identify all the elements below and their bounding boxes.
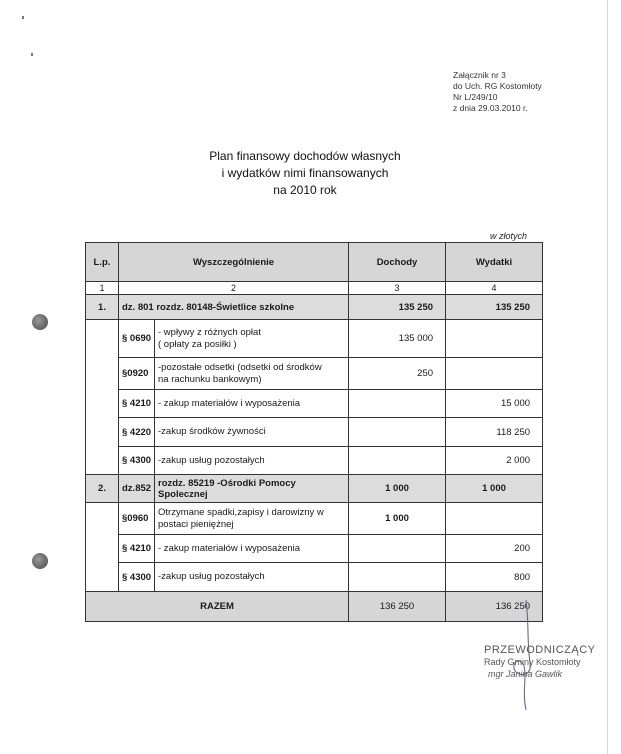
row-income: 135 000: [349, 320, 446, 358]
stamp-name: mgr Janina Gawlik: [488, 669, 563, 679]
row-expenses: 15 000: [446, 390, 543, 418]
title-line: na 2010 rok: [273, 183, 337, 197]
stamp-body: Rady Gminy Kostomłoty: [484, 657, 581, 667]
scan-speck: [31, 53, 33, 56]
attachment-line: do Uch. RG Kostomłoty: [453, 81, 542, 91]
empty-cell: [86, 535, 119, 563]
title-line: Plan finansowy dochodów własnych: [209, 149, 401, 163]
row-expenses: 800: [446, 563, 543, 592]
stamp-title: PRZEWODNICZĄCY: [484, 644, 596, 656]
section-title: [155, 475, 349, 503]
financial-plan-table: [85, 242, 543, 622]
row-expenses: [446, 503, 543, 535]
section-expenses: 1 000: [446, 475, 543, 503]
empty-cell: [86, 358, 119, 390]
row-expenses: [446, 320, 543, 358]
total-income: 136 250: [349, 592, 446, 622]
table-row: [86, 390, 543, 418]
description-line: -pozostałe odsetki (odsetki od środków: [158, 361, 322, 373]
description-line: ( opłaty za posiłki ): [158, 338, 237, 350]
paragraph-code: § 4220: [119, 418, 155, 447]
row-description: - zakup materiałów i wyposażenia: [155, 535, 349, 563]
empty-cell: [86, 390, 119, 418]
row-income: 250: [349, 358, 446, 390]
section-row: [86, 295, 543, 320]
section-row: [86, 475, 543, 503]
attachment-line: z dnia 29.03.2010 r.: [453, 103, 528, 113]
row-income: [349, 390, 446, 418]
attachment-line: Nr L/249/10: [453, 92, 498, 102]
table-row: [86, 447, 543, 475]
row-description: - zakup materiałów i wyposażenia: [155, 390, 349, 418]
row-description: -zakup usług pozostałych: [155, 563, 349, 592]
paragraph-code: §0960: [119, 503, 155, 535]
title-line: i wydatków nimi finansowanych: [221, 166, 389, 180]
row-income: [349, 563, 446, 592]
total-row: [86, 592, 543, 622]
row-income: [349, 535, 446, 563]
description-line: Otrzymane spadki,zapisy i darowizny w: [158, 506, 324, 518]
table-row: [86, 320, 543, 358]
row-description: -zakup usług pozostałych: [155, 447, 349, 475]
table-row: [86, 563, 543, 592]
empty-cell: [86, 418, 119, 447]
description-line: - wpływy z różnych opłat: [158, 326, 261, 338]
total-label: RAZEM: [86, 592, 349, 622]
punch-hole: [32, 314, 48, 330]
header-income: Dochody: [349, 243, 446, 282]
header-lp: L.p.: [86, 243, 119, 282]
paragraph-code: §0920: [119, 358, 155, 390]
table-row: [86, 418, 543, 447]
paragraph-code: § 0690: [119, 320, 155, 358]
attachment-line: Załącznik nr 3: [453, 70, 506, 80]
row-income: [349, 447, 446, 475]
unit-note: w złotych: [490, 231, 528, 241]
section-division: dz.852: [119, 475, 155, 503]
row-income: [349, 418, 446, 447]
table-row: [86, 535, 543, 563]
header-expenses: Wydatki: [446, 243, 543, 282]
row-description: -zakup środków żywności: [155, 418, 349, 447]
table-row: [86, 503, 543, 535]
row-description: [155, 358, 349, 390]
document-title: [180, 148, 430, 199]
section-title-line: rozdz. 85219 -Ośrodki Pomocy: [158, 477, 296, 489]
section-lp: 2.: [86, 475, 119, 503]
paragraph-code: § 4210: [119, 390, 155, 418]
empty-cell: [86, 447, 119, 475]
scan-speck: [22, 16, 24, 19]
column-number: 4: [446, 282, 543, 295]
paragraph-code: § 4300: [119, 447, 155, 475]
section-income: 1 000: [349, 475, 446, 503]
column-number-row: [86, 282, 543, 295]
column-number: 2: [119, 282, 349, 295]
row-expenses: 2 000: [446, 447, 543, 475]
table-row: [86, 358, 543, 390]
column-number: 1: [86, 282, 119, 295]
row-income: 1 000: [349, 503, 446, 535]
header-description: Wyszczególnienie: [119, 243, 349, 282]
empty-cell: [86, 503, 119, 535]
section-lp: 1.: [86, 295, 119, 320]
attachment-note: [453, 70, 542, 114]
row-expenses: 118 250: [446, 418, 543, 447]
section-title: dz. 801 rozdz. 80148-Świetlice szkolne: [119, 295, 349, 320]
row-expenses: [446, 358, 543, 390]
total-expenses: 136 250: [446, 592, 543, 622]
description-line: postaci pieniężnej: [158, 518, 234, 530]
paragraph-code: § 4300: [119, 563, 155, 592]
row-expenses: 200: [446, 535, 543, 563]
description-line: na rachunku bankowym): [158, 373, 262, 385]
row-description: [155, 503, 349, 535]
scan-edge: [607, 0, 608, 754]
empty-cell: [86, 320, 119, 358]
chairman-stamp: [484, 644, 596, 680]
table-header-row: [86, 243, 543, 282]
paragraph-code: § 4210: [119, 535, 155, 563]
empty-cell: [86, 563, 119, 592]
section-income: 135 250: [349, 295, 446, 320]
section-title-line: Spolecznej: [158, 488, 208, 500]
section-expenses: 135 250: [446, 295, 543, 320]
punch-hole: [32, 553, 48, 569]
column-number: 3: [349, 282, 446, 295]
row-description: [155, 320, 349, 358]
